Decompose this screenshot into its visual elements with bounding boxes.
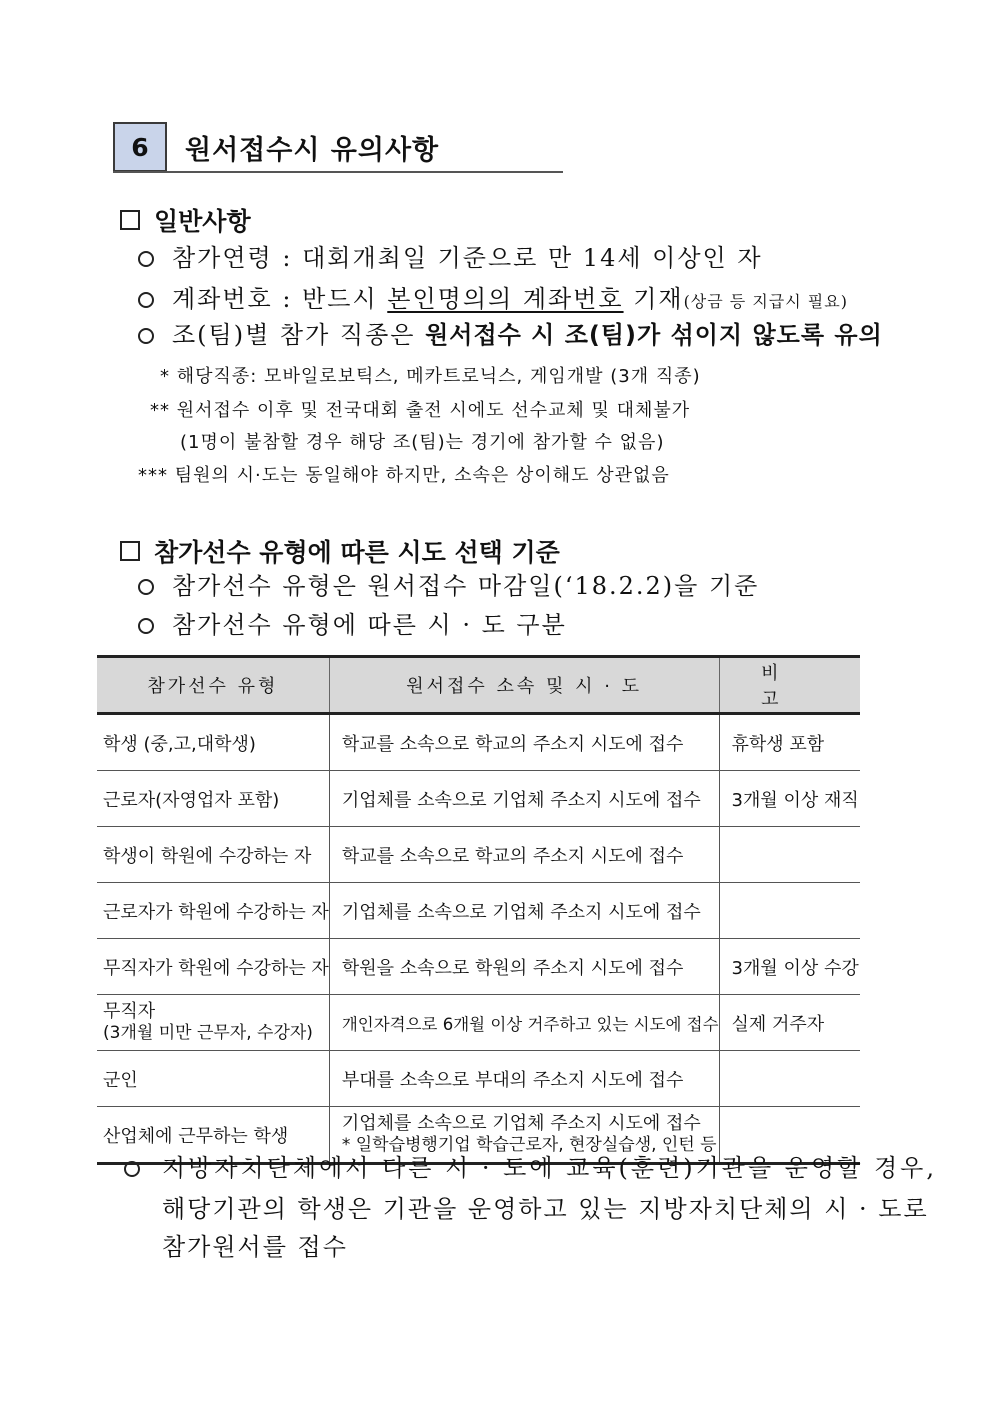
general-note-2: ** 원서접수 이후 및 전국대회 출전 시에도 선수교체 및 대체불가 (150, 400, 691, 421)
criteria-heading-text: 참가선수 유형에 따른 시도 선택 기준 (154, 538, 560, 567)
general-item-3-bold: 원서접수 시 조(팀)가 섞이지 않도록 유의 (425, 321, 883, 349)
cell-office: 기업체를 소속으로 기업체 주소지 시도에 접수 (329, 883, 719, 939)
table-header-row (97, 657, 860, 714)
table-row (97, 714, 860, 771)
circle-bullet-icon (124, 1161, 140, 1177)
cell-note: 3개월 이상 수강 (719, 939, 860, 995)
cell-type (97, 995, 329, 1051)
cell-office-line2: * 일학습병행기업 학습근로자, 현장실습생, 인턴 등 (341, 1135, 717, 1156)
general-item-2-small: (상금 등 지급시 필요) (683, 292, 848, 311)
cell-note: 휴학생 포함 (719, 714, 860, 771)
general-heading-text: 일반사항 (154, 207, 251, 236)
criteria-item-2-text: 참가선수 유형에 따른 시 · 도 구분 (172, 611, 567, 639)
table-row (97, 827, 860, 883)
cell-note: 3개월 이상 재직 (719, 771, 860, 827)
cell-note: 실제 거주자 (719, 995, 860, 1051)
general-item-2-post: 기재 (623, 285, 684, 313)
cell-type: 근로자(자영업자 포함) (97, 771, 329, 827)
checkbox-square-icon (120, 210, 140, 230)
general-heading (120, 202, 251, 238)
general-item-2-text: 계좌번호 : 반드시 (172, 285, 388, 313)
cell-office: 학원을 소속으로 학원의 주소지 시도에 접수 (329, 939, 719, 995)
table-header-note: 비 고 (719, 657, 860, 714)
circle-bullet-icon (138, 251, 154, 267)
cell-type: 군인 (97, 1051, 329, 1107)
general-item-2-underlined: 본인명의의 계좌번호 (387, 285, 624, 313)
cell-note (719, 1051, 860, 1107)
criteria-table (97, 655, 860, 1165)
circle-bullet-icon (138, 618, 154, 634)
cell-type-line2: (3개월 미만 근무자, 수강자) (103, 1023, 313, 1044)
general-item-1 (138, 246, 763, 270)
cell-office: 기업체를 소속으로 기업체 주소지 시도에 접수 (329, 771, 719, 827)
criteria-item-1 (138, 574, 759, 598)
footer-line-1: 지방자치단체에서 다른 시 · 도에 교육(훈련)기관을 운영할 경우, (162, 1154, 937, 1182)
footer-item (124, 1156, 937, 1180)
cell-note (719, 883, 860, 939)
cell-office: 개인자격으로 6개월 이상 거주하고 있는 시도에 접수 (329, 995, 719, 1051)
criteria-item-2 (138, 613, 567, 637)
general-item-3 (138, 323, 883, 347)
table-header-office: 원서접수 소속 및 시 · 도 (329, 657, 719, 714)
table-row (97, 939, 860, 995)
circle-bullet-icon (138, 292, 154, 308)
checkbox-square-icon (120, 541, 140, 561)
circle-bullet-icon (138, 579, 154, 595)
footer-line-2: 해당기관의 학생은 기관을 운영하고 있는 지방자치단체의 시 · 도로 (162, 1195, 929, 1223)
table-row (97, 1051, 860, 1107)
circle-bullet-icon (138, 328, 154, 344)
cell-type: 무직자가 학원에 수강하는 자 (97, 939, 329, 995)
cell-office: 학교를 소속으로 학교의 주소지 시도에 접수 (329, 714, 719, 771)
cell-type: 학생 (중,고,대학생) (97, 714, 329, 771)
cell-note (719, 827, 860, 883)
table-row (97, 883, 860, 939)
cell-type: 근로자가 학원에 수강하는 자 (97, 883, 329, 939)
criteria-heading (120, 533, 560, 569)
cell-office-line1: 기업체를 소속으로 기업체 주소지 시도에 접수 (341, 1112, 701, 1134)
section-number-box (113, 122, 167, 172)
table-row (97, 771, 860, 827)
table-row (97, 995, 860, 1051)
cell-office: 학교를 소속으로 학교의 주소지 시도에 접수 (329, 827, 719, 883)
section-divider (113, 171, 563, 173)
cell-office: 부대를 소속으로 부대의 주소지 시도에 접수 (329, 1051, 719, 1107)
section-title: 원서접수시 유의사항 (185, 135, 440, 166)
section-number: 6 (131, 132, 149, 162)
general-item-2 (138, 287, 848, 311)
general-item-3-text: 조(팀)별 참가 직종은 (172, 321, 426, 349)
footer-line-3: 참가원서를 접수 (162, 1233, 348, 1261)
table-header-type: 참가선수 유형 (97, 657, 329, 714)
cell-type-line1: 무직자 (103, 1000, 156, 1022)
cell-type: 학생이 학원에 수강하는 자 (97, 827, 329, 883)
cell-type: 산업체에 근무하는 학생 (97, 1107, 329, 1164)
general-item-1-text: 참가연령 : 대회개최일 기준으로 만 14세 이상인 자 (172, 244, 763, 272)
general-note-1: * 해당직종: 모바일로보틱스, 메카트로닉스, 게임개발 (3개 직종) (160, 366, 701, 387)
general-note-2b: (1명이 불참할 경우 해당 조(팀)는 경기에 참가할 수 없음) (180, 432, 665, 453)
criteria-item-1-text: 참가선수 유형은 원서접수 마감일(‘18.2.2)을 기준 (172, 572, 760, 600)
general-note-3: *** 팀원의 시·도는 동일해야 하지만, 소속은 상이해도 상관없음 (138, 465, 670, 486)
